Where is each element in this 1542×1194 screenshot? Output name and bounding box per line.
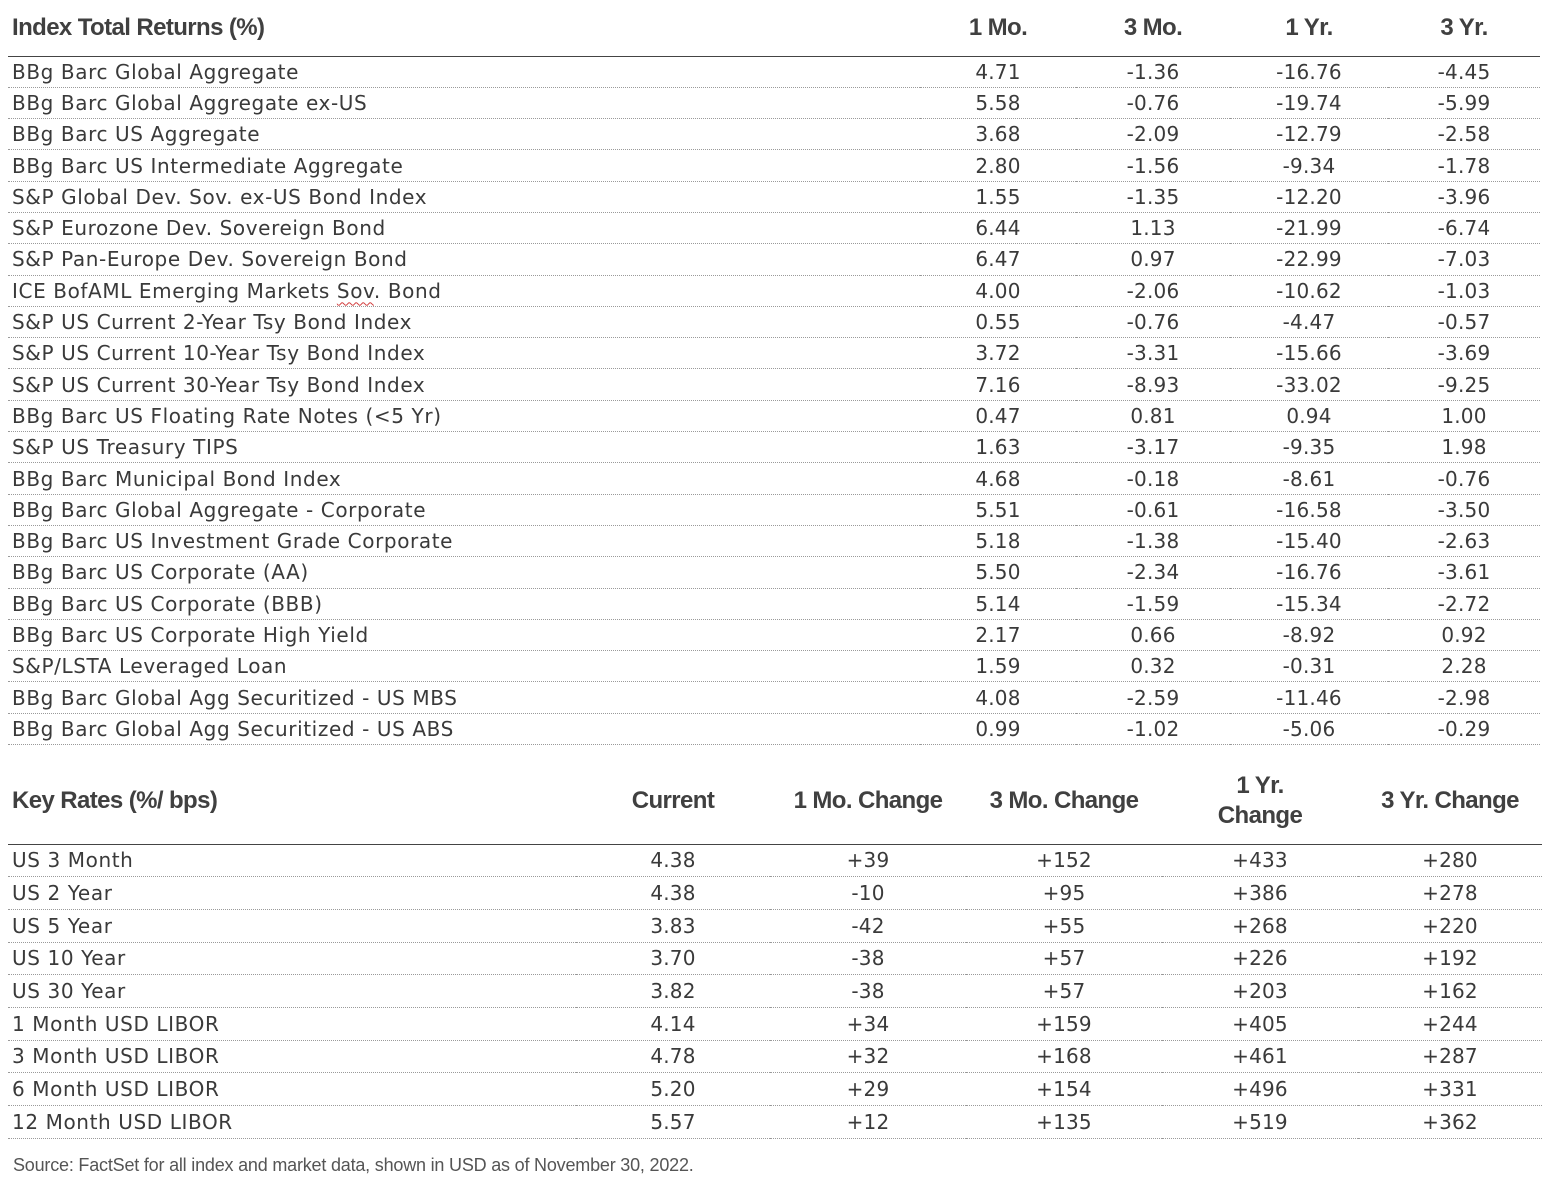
index-row-value: -1.78 [1388,150,1540,181]
table-row [8,244,1540,275]
index-row-name: S&P/LSTA Leveraged Loan [8,651,920,682]
index-row-value: -0.18 [1076,463,1230,494]
index-row-name: S&P US Current 30-Year Tsy Bond Index [8,369,920,400]
index-row-name: BBg Barc Municipal Bond Index [8,463,920,494]
col-header-1-yr-change [1162,758,1358,844]
table-row [8,400,1540,431]
rate-row-value: +162 [1358,975,1542,1008]
index-row-value: -2.09 [1076,119,1230,150]
rate-row-value: +386 [1162,877,1358,910]
index-row-value: -1.56 [1076,150,1230,181]
col-header-3-yr-change: 3 Yr. Change [1358,758,1542,844]
index-row-name: BBg Barc US Floating Rate Notes (<5 Yr) [8,400,920,431]
index-row-name: S&P US Treasury TIPS [8,432,920,463]
index-row-value: -2.63 [1388,525,1540,556]
table-row [8,877,1542,910]
index-row-value: -16.58 [1230,494,1388,525]
table-row [8,119,1540,150]
rate-row-name: US 2 Year [8,877,576,910]
rate-row-value: +192 [1358,942,1542,975]
spellcheck-underline: Sov [336,278,374,303]
rate-row-value: +168 [966,1040,1162,1073]
index-row-value: 0.81 [1076,400,1230,431]
index-row-value: -8.61 [1230,463,1388,494]
index-row-value: -1.38 [1076,525,1230,556]
rate-row-value: +331 [1358,1073,1542,1106]
index-row-name: BBg Barc Global Agg Securitized - US MBS [8,682,920,713]
index-row-value: -21.99 [1230,212,1388,243]
rate-row-value: -10 [770,877,966,910]
index-row-value: -0.61 [1076,494,1230,525]
index-row-value: -2.72 [1388,588,1540,619]
rate-row-value: +461 [1162,1040,1358,1073]
rate-row-value: +226 [1162,942,1358,975]
table-row [8,619,1540,650]
key-rates-table [8,758,1542,1139]
rate-row-value: +159 [966,1007,1162,1040]
rate-row-value: +32 [770,1040,966,1073]
index-row-value: 5.51 [920,494,1076,525]
index-row-name: BBg Barc Global Aggregate - Corporate [8,494,920,525]
index-row-value: 1.55 [920,181,1076,212]
table-row [8,588,1540,619]
index-row-value: -22.99 [1230,244,1388,275]
index-row-value: -1.59 [1076,588,1230,619]
index-row-name: S&P Pan-Europe Dev. Sovereign Bond [8,244,920,275]
rate-row-value: -38 [770,975,966,1008]
index-row-value: -4.45 [1388,56,1540,87]
index-row-value: 2.28 [1388,651,1540,682]
rate-row-value: +95 [966,877,1162,910]
index-row-value: 1.98 [1388,432,1540,463]
source-note: Source: FactSet for all index and market data, shown in USD as of November 30, 2022. [13,1155,694,1175]
table-row [8,369,1540,400]
table-row [8,942,1542,975]
rate-row-name: US 10 Year [8,942,576,975]
index-row-value: 0.32 [1076,651,1230,682]
index-row-value: -3.96 [1388,181,1540,212]
index-row-value: -2.59 [1076,682,1230,713]
index-row-value: -15.40 [1230,525,1388,556]
index-row-value: -2.58 [1388,119,1540,150]
index-row-value: 4.68 [920,463,1076,494]
rate-row-value: 4.38 [576,877,770,910]
table-row [8,181,1540,212]
index-row-name: BBg Barc Global Agg Securitized - US ABS [8,713,920,744]
rate-row-value: +152 [966,844,1162,877]
index-row-value: -11.46 [1230,682,1388,713]
index-row-value: -8.92 [1230,619,1388,650]
col-header-3-mo-change: 3 Mo. Change [966,758,1162,844]
index-row-value: -4.47 [1230,306,1388,337]
index-row-value: -33.02 [1230,369,1388,400]
rate-row-name: US 30 Year [8,975,576,1008]
index-row-value: -3.61 [1388,557,1540,588]
table-row [8,525,1540,556]
rate-row-name: US 5 Year [8,909,576,942]
index-row-value: 0.66 [1076,619,1230,650]
index-returns-body [8,56,1540,745]
index-row-value: -0.31 [1230,651,1388,682]
col-header-1-yr: 1 Yr. [1230,0,1388,56]
rate-row-value: +496 [1162,1073,1358,1106]
col-header-3-mo: 3 Mo. [1076,0,1230,56]
table-row [8,275,1540,306]
table-row [8,306,1540,337]
index-row-value: -10.62 [1230,275,1388,306]
rate-row-value: +268 [1162,909,1358,942]
index-row-value: -8.93 [1076,369,1230,400]
index-row-value: 2.17 [920,619,1076,650]
index-row-value: 6.44 [920,212,1076,243]
rate-row-name: US 3 Month [8,844,576,877]
index-row-name: BBg Barc US Corporate High Yield [8,619,920,650]
rate-row-value: 4.38 [576,844,770,877]
table-row [8,494,1540,525]
rate-row-value: +287 [1358,1040,1542,1073]
index-row-value: -0.76 [1076,87,1230,118]
index-row-value: -0.57 [1388,306,1540,337]
index-row-value: -2.98 [1388,682,1540,713]
rate-row-value: +34 [770,1007,966,1040]
index-row-name: BBg Barc US Aggregate [8,119,920,150]
key-rates-body [8,844,1542,1138]
index-row-value: 4.71 [920,56,1076,87]
index-row-value: -1.03 [1388,275,1540,306]
rate-row-value: +39 [770,844,966,877]
index-row-value: 5.14 [920,588,1076,619]
index-row-value: 0.94 [1230,400,1388,431]
index-row-name: S&P Eurozone Dev. Sovereign Bond [8,212,920,243]
index-row-value: 7.16 [920,369,1076,400]
table-row [8,56,1540,87]
index-row-value: -3.69 [1388,338,1540,369]
rate-row-value: 4.78 [576,1040,770,1073]
rate-row-name: 1 Month USD LIBOR [8,1007,576,1040]
index-row-name: BBg Barc US Corporate (BBB) [8,588,920,619]
index-row-value: 0.55 [920,306,1076,337]
index-row-value: -9.25 [1388,369,1540,400]
index-row-value: -0.76 [1388,463,1540,494]
index-returns-title: Index Total Returns (%) [8,0,920,56]
index-row-value: -3.17 [1076,432,1230,463]
index-row-value: -2.34 [1076,557,1230,588]
table-row [8,1040,1542,1073]
col-header-1-yr-line1: 1 Yr. [1236,771,1284,799]
key-rates-header-row [8,758,1542,844]
table-row [8,651,1540,682]
index-row-name: S&P US Current 2-Year Tsy Bond Index [8,306,920,337]
rate-row-value: +135 [966,1106,1162,1139]
index-row-name: BBg Barc Global Aggregate ex-US [8,87,920,118]
index-row-value: -9.34 [1230,150,1388,181]
rate-row-value: 5.20 [576,1073,770,1106]
rate-row-value: 3.82 [576,975,770,1008]
index-row-value: 4.00 [920,275,1076,306]
index-row-value: -1.02 [1076,713,1230,744]
index-row-value: -1.35 [1076,181,1230,212]
rate-row-value: +12 [770,1106,966,1139]
table-row [8,212,1540,243]
index-row-name: BBg Barc US Corporate (AA) [8,557,920,588]
table-row [8,1007,1542,1040]
table-row [8,844,1542,877]
rate-row-value: +362 [1358,1106,1542,1139]
index-row-value: 6.47 [920,244,1076,275]
table-row [8,682,1540,713]
index-row-value: -3.50 [1388,494,1540,525]
table-row [8,975,1542,1008]
index-row-value: -5.06 [1230,713,1388,744]
col-header-1-yr-line2: Change [1217,801,1303,829]
index-row-value: 1.63 [920,432,1076,463]
table-row [8,150,1540,181]
index-row-value: 0.99 [920,713,1076,744]
index-row-value: 1.59 [920,651,1076,682]
index-row-value: 5.50 [920,557,1076,588]
rate-row-name: 12 Month USD LIBOR [8,1106,576,1139]
index-row-name: S&P US Current 10-Year Tsy Bond Index [8,338,920,369]
table-row [8,557,1540,588]
rate-row-value: +220 [1358,909,1542,942]
index-row-value: -15.66 [1230,338,1388,369]
index-returns-table [8,0,1540,745]
index-row-name: BBg Barc US Intermediate Aggregate [8,150,920,181]
index-row-value: 4.08 [920,682,1076,713]
col-header-1-mo-change: 1 Mo. Change [770,758,966,844]
index-row-value: -19.74 [1230,87,1388,118]
rate-row-value: +433 [1162,844,1358,877]
rate-row-value: -38 [770,942,966,975]
index-row-value: -12.20 [1230,181,1388,212]
table-row [8,338,1540,369]
index-row-value: -0.29 [1388,713,1540,744]
index-row-value: -0.76 [1076,306,1230,337]
rate-row-name: 6 Month USD LIBOR [8,1073,576,1106]
rate-row-value: +278 [1358,877,1542,910]
index-row-value: 5.58 [920,87,1076,118]
index-row-value: -12.79 [1230,119,1388,150]
rate-row-value: +154 [966,1073,1162,1106]
index-row-name: BBg Barc US Investment Grade Corporate [8,525,920,556]
rate-row-value: +203 [1162,975,1358,1008]
table-row [8,463,1540,494]
col-header-current: Current [576,758,770,844]
rate-row-value: +405 [1162,1007,1358,1040]
table-row [8,87,1540,118]
rate-row-value: +519 [1162,1106,1358,1139]
index-row-value: -2.06 [1076,275,1230,306]
index-row-name: S&P Global Dev. Sov. ex-US Bond Index [8,181,920,212]
table-row [8,1073,1542,1106]
table-row [8,909,1542,942]
rate-row-value: 4.14 [576,1007,770,1040]
index-row-value: 0.92 [1388,619,1540,650]
rate-row-value: +280 [1358,844,1542,877]
index-row-value: -15.34 [1230,588,1388,619]
index-row-name: ICE BofAML Emerging Markets Sov. Bond [8,275,920,306]
index-row-value: 1.00 [1388,400,1540,431]
rate-row-name: 3 Month USD LIBOR [8,1040,576,1073]
rate-row-value: +29 [770,1073,966,1106]
rate-row-value: +57 [966,942,1162,975]
rate-row-value: 3.70 [576,942,770,975]
table-row [8,1106,1542,1139]
key-rates-title: Key Rates (%/ bps) [8,758,576,844]
rate-row-value: +55 [966,909,1162,942]
index-row-value: -1.36 [1076,56,1230,87]
index-row-value: 0.47 [920,400,1076,431]
rate-row-value: -42 [770,909,966,942]
index-row-name: BBg Barc Global Aggregate [8,56,920,87]
index-row-value: -5.99 [1388,87,1540,118]
rate-row-value: 3.83 [576,909,770,942]
index-row-value: 5.18 [920,525,1076,556]
index-row-value: 1.13 [1076,212,1230,243]
index-row-value: -16.76 [1230,557,1388,588]
index-returns-header-row [8,0,1540,56]
index-row-value: -16.76 [1230,56,1388,87]
index-row-value: -6.74 [1388,212,1540,243]
index-row-value: 0.97 [1076,244,1230,275]
rate-row-value: +244 [1358,1007,1542,1040]
rate-row-value: +57 [966,975,1162,1008]
index-row-value: 2.80 [920,150,1076,181]
col-header-1-mo: 1 Mo. [920,0,1076,56]
index-row-value: -9.35 [1230,432,1388,463]
index-row-value: 3.72 [920,338,1076,369]
index-row-value: 3.68 [920,119,1076,150]
table-row [8,713,1540,744]
index-row-value: -7.03 [1388,244,1540,275]
rate-row-value: 5.57 [576,1106,770,1139]
table-row [8,432,1540,463]
index-row-value: -3.31 [1076,338,1230,369]
col-header-3-yr: 3 Yr. [1388,0,1540,56]
